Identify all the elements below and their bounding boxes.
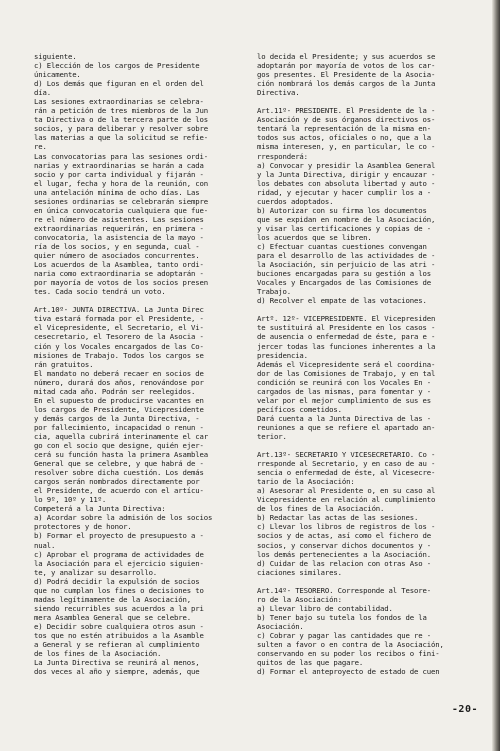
text-line: b) Redactar las actas de las sesiones. — [257, 513, 419, 523]
text-line: quier número de asociados concurrentes. — [34, 251, 200, 261]
text-line: socios, y para deliberar y resolver sobre — [34, 124, 208, 134]
text-line: Art.11º- PRESIDENTE. El Presidente de la - — [257, 106, 436, 116]
text-line: te, y analizar su desarrollo. — [34, 567, 158, 577]
text-line: La Junta Directiva se reunirá al menos, — [34, 658, 200, 668]
text-line: en única convocatoria cualquiera que fue- — [34, 205, 208, 215]
text-line: General que se celebre, y que habrá de - — [34, 459, 204, 469]
text-line: adoptarán por mayoría de votos de los car- — [257, 61, 436, 71]
text-line: únicamente. — [34, 70, 81, 80]
text-line: a) Convocar y presidir la Asamblea General — [257, 160, 436, 170]
text-line: En el supuesto de producirse vacantes en — [34, 395, 204, 405]
text-line: b) Formar el proyecto de presupuesto a - — [34, 531, 204, 541]
text-line: Trabajo. — [257, 287, 291, 297]
text-line: b) Tener bajo su tutela los fondos de la — [257, 612, 427, 622]
text-line: los demás pertenecientes a la Asociación. — [257, 549, 431, 559]
text-line: tiva estará formada por el Presidente, - — [34, 314, 204, 324]
text-line: convocatoria, la asistencia de la mayo - — [34, 232, 204, 242]
text-line: conservando en su poder los recibos o fini- — [257, 649, 440, 659]
text-line: que no cumplan los fines o decisiones to — [34, 585, 204, 595]
text-line: cargos serán nombrados directamente por — [34, 477, 200, 487]
text-line: rán gratuitos. — [34, 359, 94, 369]
text-line: c) Cobrar y pagar las cantidades que re - — [257, 631, 431, 640]
text-line: te sustituirá al Presidente en los casos - — [257, 323, 436, 333]
paragraph-gap — [257, 305, 475, 314]
text-line: a General y se refieran al cumplimiento — [34, 640, 200, 650]
text-line: buciones encargadas para su gestión a los — [257, 269, 431, 279]
text-line: misma interesen, y, en particular, le co - — [257, 142, 436, 152]
text-line: Art.14º- TESORERO. Corresponde al Tesore- — [257, 585, 431, 595]
text-line: e) Decidir sobre cualquiera otros asun - — [34, 621, 204, 631]
text-line: ciaciones similares. — [257, 567, 342, 577]
text-line: dor de las Comisiones de Trabajo, y en tal — [257, 368, 436, 378]
text-line: Competerá a la Junta Directiva: — [34, 504, 166, 514]
text-line: mera Asamblea General que se celebre. — [34, 612, 191, 622]
text-line: socios y de actas, así como el fichero de — [257, 531, 431, 541]
text-line: lo decida el Presidente; y sus acuerdos se — [257, 52, 436, 61]
text-line: sencia o enfermedad de éste, al Vicesecre- — [257, 468, 436, 478]
text-line: ción nombrará los demás cargos de la Junta — [257, 79, 436, 89]
text-line: mitad cada año. Podrán ser reelegidos. — [34, 386, 196, 396]
text-line: c) Aprobar el programa de actividades de — [34, 549, 204, 559]
text-line: gos presentes. El Presidente de la Asocia- — [257, 70, 436, 80]
text-line: socios, y conservar dichos documentos y - — [257, 540, 431, 550]
text-line: nual. — [34, 540, 56, 550]
text-line: a) Llevar libro de contabilidad. — [257, 603, 393, 613]
text-line: cuerdos adoptados. — [257, 196, 334, 206]
text-line: dos veces al año y siempre, además, que — [34, 667, 200, 677]
paragraph-gap — [257, 577, 475, 586]
right-text-column — [257, 52, 475, 676]
text-line: ría de los socios, y en segunda, cual - — [34, 241, 200, 251]
text-line: rán a petición de tres miembros de la Jun — [34, 106, 208, 116]
text-line: de los fines de la Asociación. — [34, 649, 162, 659]
text-line: día. — [34, 88, 51, 98]
text-line: re el número de asistentes. Las sesiones — [34, 214, 204, 224]
text-line: tos que no estén atribuidos a la Asamble — [34, 631, 204, 640]
text-line: narias y extraordinarias se harán a cada — [34, 160, 204, 170]
text-line: El mandato no deberá recaer en socios de — [34, 368, 204, 378]
text-line: a) Asesorar al Presidente o, en su caso al — [257, 486, 436, 496]
text-line: madas legítimamente de la Asociación, — [34, 594, 191, 604]
text-line: Art.10º- JUNTA DIRECTIVA. La Junta Direc — [34, 305, 204, 315]
text-line: rresponderá: — [257, 151, 308, 161]
page-number: -20- — [451, 704, 478, 715]
text-line: el lugar, fecha y hora de la reunión, con — [34, 178, 208, 188]
text-line: el Vicepresidente, el Secretario, el Vi- — [34, 323, 204, 333]
text-line: número, durará dos años, renovándose por — [34, 377, 204, 387]
text-line: velar por el mejor cumplimiento de sus es — [257, 395, 431, 405]
text-line: sulten a favor o en contra de la Asociación, — [257, 640, 444, 650]
text-line: todos sus actos, oficiales o no, que a la — [257, 133, 431, 143]
text-line: Vicepresidente en relación al cumplimiento — [257, 495, 436, 505]
text-line: d) Cuidar de las relacion con otras Aso - — [257, 558, 431, 568]
text-line: cerá su función hasta la primera Asamblea — [34, 450, 208, 460]
text-line: Directiva. — [257, 88, 300, 98]
text-line: las materias a que la solicitud se refie- — [34, 133, 208, 143]
text-line: Dará cuenta a la Junta Directiva de las - — [257, 413, 431, 423]
text-line: siendo recurribles sus acuerdos a la pri — [34, 603, 204, 613]
text-line: ridad, y ejecutar y hacer cumplir los a - — [257, 187, 431, 197]
text-line: pecíficos cometidos. — [257, 404, 342, 414]
text-line: y demás cargos de la Junta Directiva, - — [34, 413, 200, 423]
text-line: resolver sobre dicha cuestión. Los demás — [34, 468, 204, 478]
text-line: cesecretario, el Tesorero de la Asocia - — [34, 332, 204, 342]
text-line: Las convocatorias para las sesiones ordi- — [34, 151, 208, 161]
text-line: d) Recolver el empate de las votaciones. — [257, 296, 427, 306]
text-line: los acuerdos que se libren. — [257, 232, 372, 242]
text-line: de los fines de la Asociación. — [257, 504, 385, 514]
left-text-column — [34, 52, 252, 676]
text-line: cargados de las mismas, para fomentar y - — [257, 386, 431, 396]
text-line: condición se reunirá con los Vocales En - — [257, 377, 431, 387]
text-line: extraordinarias requerirán, en primera - — [34, 223, 204, 233]
text-line: de ausencia o enfermedad de éste, para e - — [257, 332, 436, 342]
text-line: reuniones a que se refiere el apartado an- — [257, 422, 436, 432]
text-line: tes. Cada socio tendrá un voto. — [34, 287, 166, 297]
text-line: ro de la Asociación: — [257, 594, 342, 604]
text-line: Las sesiones extraordinarias se celebra- — [34, 97, 204, 107]
text-line: cia, aquella cubrirá interinamente el car — [34, 431, 208, 441]
text-line: misiones de Trabajo. Todos los cargos se — [34, 350, 204, 360]
text-line: tentará la representación de la misma en- — [257, 124, 431, 134]
text-line: y la Junta Directiva, dirigir y encauzar - — [257, 169, 436, 179]
text-line: sesiones ordinarias se celebrarán siempre — [34, 196, 208, 206]
text-line: a) Acordar sobre la admisión de los socios — [34, 513, 213, 523]
text-line: presidencia. — [257, 350, 308, 360]
text-line: ta Directiva o de la tercera parte de los — [34, 115, 208, 125]
text-line: d) Formar el anteproyecto de estado de cuen — [257, 667, 440, 677]
text-line: jercer todas las funciones inherentes a la — [257, 341, 436, 351]
text-line: para el desarrollo de las actividades de - — [257, 251, 436, 261]
text-line: y visar las certificaciones y copias de - — [257, 223, 431, 233]
text-line: Además el Vicepresidente será el coordina- — [257, 359, 436, 369]
text-line: c) Llevar los libros de registros de los - — [257, 522, 436, 532]
text-line: socio y por carta individual y fijarán - — [34, 169, 204, 179]
text-line: d) Los demás que figuran en el orden del — [34, 79, 204, 89]
text-line: la Asociación, sin perjuicio de las atri - — [257, 260, 436, 270]
text-line: c) Elección de los cargos de Presidente — [34, 61, 200, 71]
text-line: los debates con absoluta libertad y auto - — [257, 178, 436, 188]
page-binding-edge — [492, 0, 500, 751]
paragraph-gap — [34, 296, 252, 305]
text-line: Vocales y Encargados de las Comisiones de — [257, 278, 431, 288]
text-line: b) Autorizar con su firma los documentos — [257, 205, 427, 215]
text-line: una antelación mínima de ocho días. Las — [34, 187, 200, 197]
text-line: por fallecimiento, incapacidad o renun - — [34, 422, 204, 432]
text-line: que se expidan en nombre de la Asociación, — [257, 214, 436, 224]
text-line: los cargos de Presidente, Vicepresidente — [34, 404, 204, 414]
text-line: c) Efectuar cuantas cuestiones convengan — [257, 241, 427, 251]
text-line: d) Podrá decidir la expulsión de socios — [34, 576, 200, 586]
text-line: terior. — [257, 431, 287, 441]
text-line: Los acuerdos de la Asamblea, tanto ordi- — [34, 260, 204, 270]
text-line: Art.13º- SECRETARIO Y VICESECRETARIO. Co - — [257, 450, 436, 460]
text-line: el Presidente, de acuerdo con el artícu- — [34, 486, 204, 496]
text-line: por mayoría de votos de los socios presen — [34, 278, 208, 288]
paragraph-gap — [257, 97, 475, 106]
text-line: rresponde al Secretario, y en caso de au - — [257, 459, 436, 469]
text-line: quitos de las que pagare. — [257, 658, 364, 668]
paragraph-gap — [257, 441, 475, 450]
text-line: naria como extraordinaria se adoptarán - — [34, 269, 204, 279]
text-line: ción y los Vocales encargados de las Co- — [34, 341, 204, 351]
text-line: la Asociación para el ejercicio siguien- — [34, 558, 204, 568]
text-line: Asociación y de sus órganos directivos os- — [257, 115, 436, 125]
text-line: re. — [34, 142, 47, 152]
text-line: Asociación. — [257, 621, 304, 631]
text-line: siguiente. — [34, 52, 77, 61]
text-line: Artº. 12º- VICEPRESIDENTE. El Vicepresiden — [257, 314, 436, 324]
text-line: protectores y de honor. — [34, 522, 132, 532]
text-line: tario de la Asociación: — [257, 477, 355, 487]
text-line: lo 9º, 10º y 11º. — [34, 495, 107, 505]
text-line: go con el socio que designe, quién ejer- — [34, 441, 204, 451]
